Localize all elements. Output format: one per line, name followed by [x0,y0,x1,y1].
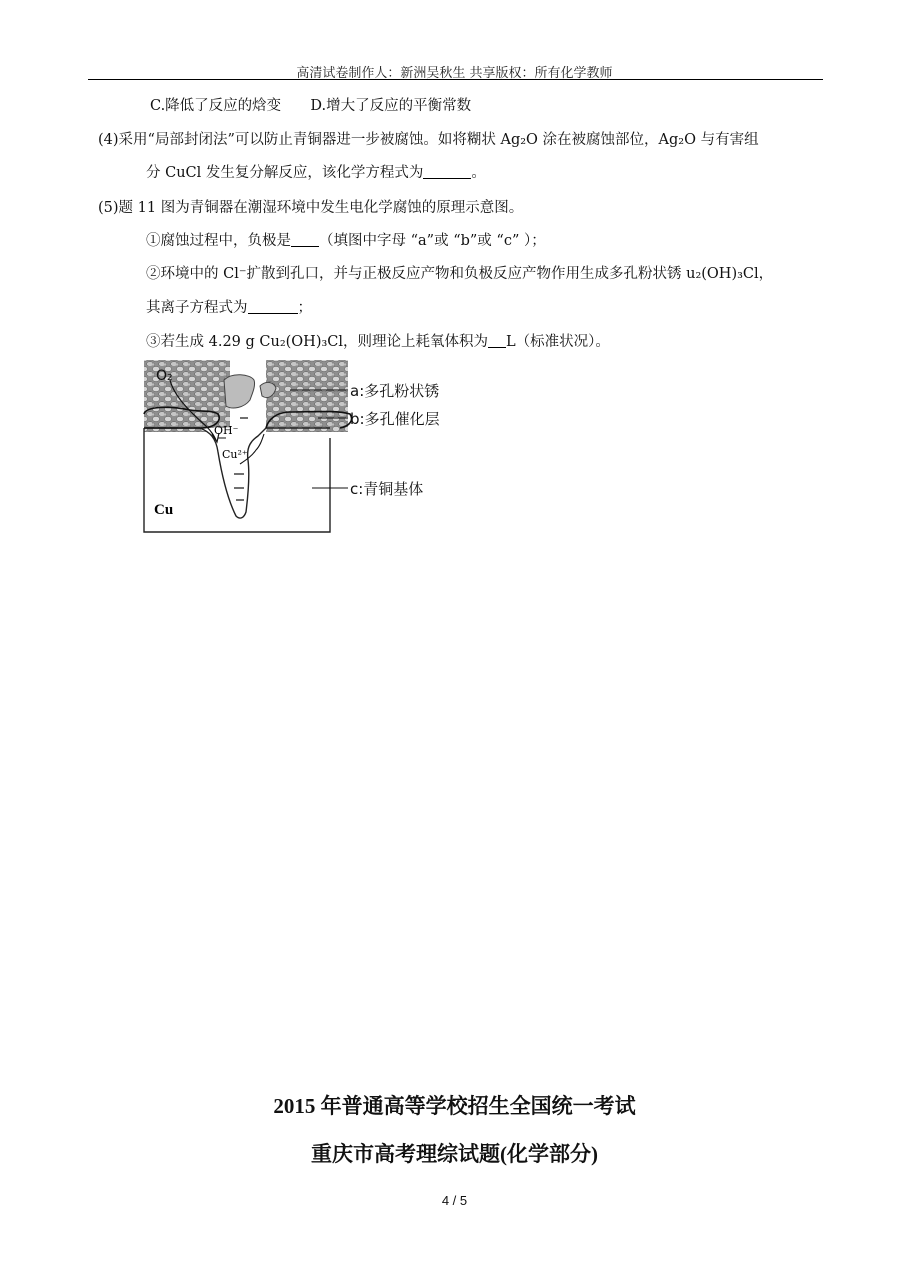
header-rule [88,79,823,80]
q5-intro: (5)题 11 图为青铜器在潮湿环境中发生电化学腐蚀的原理示意图。 [98,200,524,216]
q5-sub1-text-a: ①腐蚀过程中，负极是 [146,233,291,249]
page-header: 高清试卷制作人：新洲吴秋生 共享版权：所有化学教师 [296,66,613,81]
label-c: c:青铜基体 [350,480,424,498]
q5-sub2-line1: ②环境中的 Cl⁻扩散到孔口，并与正极反应产物和负极反应产物作用生成多孔粉状锈 u₂(OH)₃Cl， [146,266,774,282]
copper-label: Cu [154,502,174,518]
q4-line2 [146,161,486,182]
label-b: b:多孔催化层 [350,410,440,428]
q5-sub3-text-b: L（标准状况）。 [506,334,610,350]
q5-sub2-semicolon: ； [297,300,312,316]
answer-blank-sub3[interactable] [488,333,506,348]
rust-blob-left [224,375,255,408]
option-d: D.增大了反应的平衡常数 [310,98,472,114]
label-a: a:多孔粉状锈 [350,382,440,400]
q5-sub2-text: 其离子方程式为 [146,300,248,316]
page-number: 4 / 5 [441,1193,468,1208]
corrosion-pit [200,428,266,518]
exam-title: 2015 年普通高等学校招生全国统一考试 [273,1094,636,1118]
oxygen-label: O₂ [156,368,173,384]
copper-ion-label: Cu²⁺ [222,448,248,461]
q4-line1: (4)采用“局部封闭法”可以防止青铜器进一步被腐蚀。如将糊状 Ag₂O 涂在被腐蚀部位，Ag₂O 与有害组 [98,132,759,148]
q5-sub1 [146,229,546,250]
answer-blank-sub1[interactable] [291,232,319,247]
answer-blank-sub2[interactable] [248,299,298,314]
q4-period: 。 [471,165,486,181]
corrosion-diagram-svg [140,356,470,536]
option-c: C.降低了反应的焓变 [150,98,282,114]
q5-sub1-text-b: （填图中字母 “a”或 “b”或 “c” ）； [319,233,546,249]
q4-line2-text: 分 CuCl 发生复分解反应，该化学方程式为 [146,165,424,181]
q5-sub3 [146,330,610,351]
option-c-d-line [150,94,471,115]
exam-subtitle: 重庆市高考理综试题(化学部分) [311,1142,598,1166]
hydroxide-label: OH⁻ [214,424,239,437]
q5-sub3-text-a: ③若生成 4.29 g Cu₂(OH)₃Cl，则理论上耗氧体积为 [146,334,489,350]
right-porous-block [266,360,348,432]
corrosion-diagram [140,356,470,536]
q5-sub2-line2 [146,296,312,317]
answer-blank-q4[interactable] [423,164,471,179]
